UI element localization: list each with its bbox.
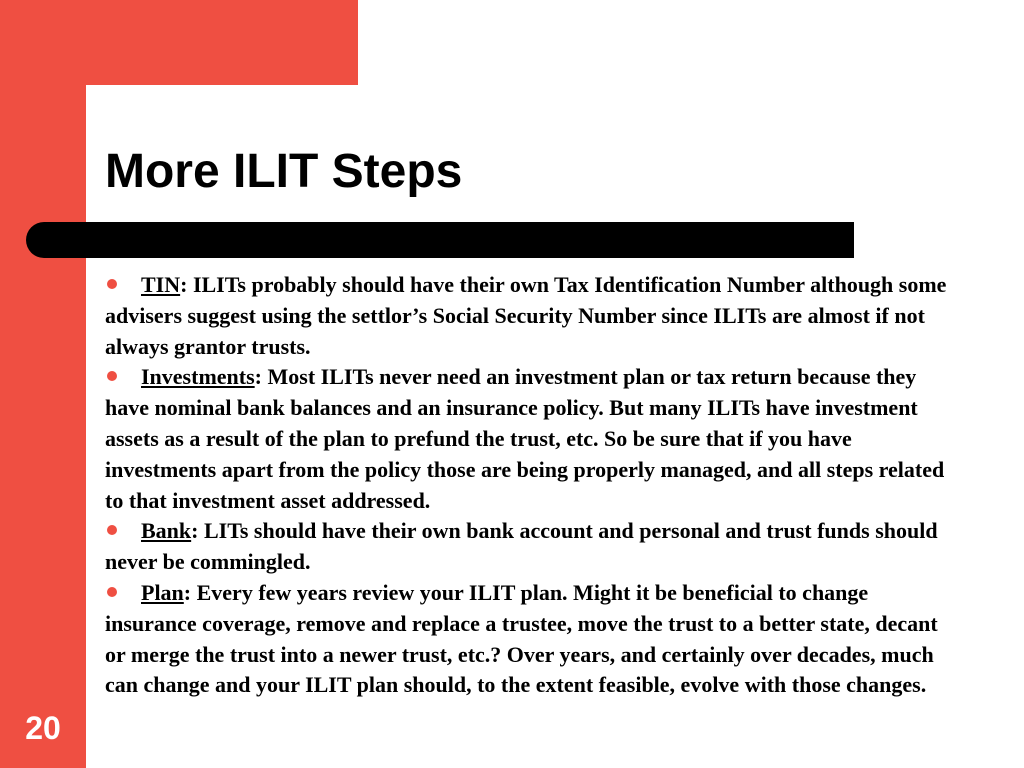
bullet-item-plan: [105, 578, 955, 701]
bullet-item-investments: [105, 362, 955, 516]
bullet-dot-icon: [107, 279, 117, 289]
bullet-text: : Most ILITs never need an investment plan or tax return because they have nominal bank balances and an insurance policy. But many ILITs have investment assets as a result of the plan to prefund the trust, etc. So be sure that if you have investments apart from the policy those are being properly managed, and all steps related to that investment asset addressed.: [105, 364, 945, 513]
bullet-dot-icon: [107, 525, 117, 535]
slide-title: More ILIT Steps: [105, 145, 463, 198]
bullet-list: [105, 270, 955, 701]
slide-number: 20: [25, 710, 61, 746]
bullet-term: Investments: [141, 364, 255, 390]
bullet-dot-icon: [107, 371, 117, 381]
bullet-term: Bank: [141, 518, 192, 544]
bullet-term: TIN: [141, 272, 181, 297]
bullet-term: Plan: [141, 579, 184, 605]
bullet-text: : Every few years review your ILIT plan. Might it be beneficial to change insurance coverage, remove and replace a trustee, move the trust to a better state, decant or merge the trust into a newer trust, etc.? Over years, and certainly over decades, much can change and your ILIT plan should, to the extent feasible, evolve with those changes.: [105, 579, 938, 698]
bullet-item-tin: [105, 270, 955, 362]
bullet-text: : LITs should have their own bank account and personal and trust funds should never be commingled.: [105, 518, 938, 575]
bullet-text: : ILITs probably should have their own Tax Identification Number although some advisers suggest using the settlor’s Social Security Number since ILITs are almost if not always grantor trusts.: [105, 272, 947, 359]
title-divider-bar: [26, 222, 854, 258]
bullet-dot-icon: [107, 587, 117, 597]
red-sidebar-block: [0, 0, 86, 768]
bullet-item-bank: [105, 516, 955, 578]
